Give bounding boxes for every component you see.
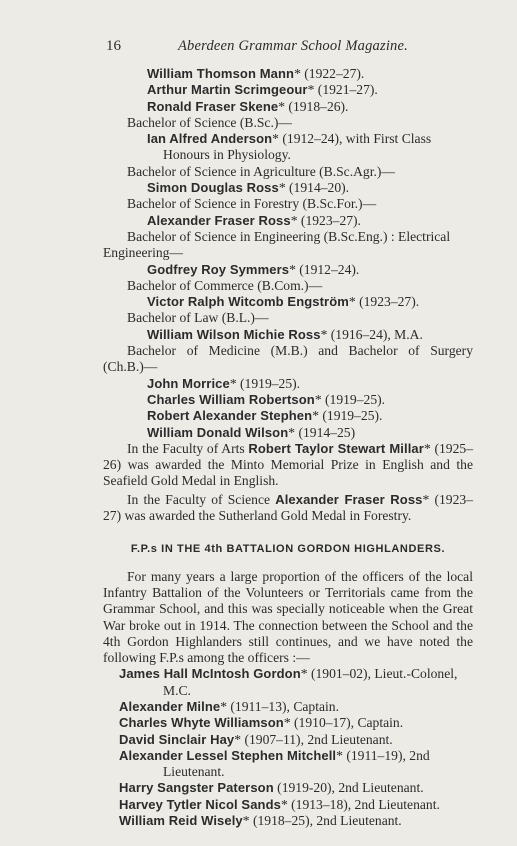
- graduate-entry: [103, 425, 473, 441]
- graduate-name: Simon Douglas Ross: [147, 180, 279, 196]
- degree-label-continued: Engineering—: [103, 245, 184, 261]
- battalion-intro-paragraph: For many years a large proportion of the officers of the local Infantry Battalion of the Volunteers or Territorials came from the Grammar School, and this was specially noticeable when the Great War broke out in 1914. The connection between the School and the 4th Gordon Highlanders still continues, and we have noted the following F.P.s among the officers :—: [103, 568, 473, 666]
- prize-text: In the Faculty of Arts: [127, 440, 249, 456]
- officer-detail: * (1910–17), Captain.: [283, 715, 404, 731]
- graduate-name: Charles William Robertson: [147, 391, 315, 407]
- graduate-name: Ronald Fraser Skene: [147, 98, 279, 114]
- officer-name: Harvey Tytler Nicol Sands: [119, 796, 281, 812]
- officer-entry: [103, 666, 473, 699]
- officer-name: James Hall McIntosh Gordon: [119, 666, 301, 682]
- graduate-detail: * (1914–20).: [278, 180, 350, 196]
- graduate-entry: [103, 262, 473, 278]
- graduate-detail: * (1923–27).: [290, 212, 361, 228]
- officer-entry: [103, 699, 473, 715]
- graduate-entry: [103, 376, 473, 392]
- graduate-entry: [103, 66, 473, 82]
- officer-entry: [103, 748, 473, 781]
- page-content: [103, 66, 473, 829]
- graduate-entry: [103, 131, 473, 147]
- degree-label: Bachelor of Science (B.Sc.)—: [127, 114, 292, 130]
- graduate-name: William Wilson Michie Ross: [147, 326, 321, 342]
- graduate-name: Alexander Fraser Ross: [147, 212, 291, 228]
- page-header: [0, 38, 517, 58]
- graduate-entry: [103, 408, 473, 424]
- officer-entry: [103, 715, 473, 731]
- graduate-entry: [103, 294, 473, 310]
- graduate-name: Robert Alexander Stephen: [147, 408, 313, 424]
- officer-name: William Reid Wisely: [119, 813, 243, 829]
- graduate-detail: * (1922–27).: [294, 66, 365, 81]
- graduate-detail: * (1923–27).: [348, 294, 420, 310]
- graduate-entry: [103, 180, 473, 196]
- prize-winner-name: Robert Taylor Stewart Millar: [248, 440, 424, 456]
- officer-entry: [103, 797, 473, 813]
- degree-label: Bachelor of Science in Agriculture (B.Sc.Agr.)—: [127, 163, 396, 179]
- officer-detail: * (1901–02), Lieut.-Colonel, M.C.: [163, 666, 458, 698]
- graduate-name: Godfrey Roy Symmers: [147, 261, 290, 277]
- degree-label: Bachelor of Medicine (M.B.) and Bachelor of Surgery: [127, 343, 473, 359]
- graduate-entry: [103, 392, 473, 408]
- officer-name: Alexander Lessel Stephen Mitchell: [119, 747, 337, 763]
- degree-label: Bachelor of Science in Forestry (B.Sc.For.)—: [127, 196, 377, 212]
- degree-label: Bachelor of Science in Engineering (B.Sc.Eng.) : Electrical: [127, 228, 451, 244]
- graduate-entry: [103, 99, 473, 115]
- prize-winner-name: Alexander Fraser Ross: [275, 491, 423, 507]
- graduate-detail: * (1919–25).: [314, 391, 386, 407]
- section-heading: F.P.s IN THE 4th BATTALION GORDON HIGHLANDERS.: [130, 543, 446, 556]
- degree-label: Bachelor of Commerce (B.Com.)—: [127, 277, 323, 293]
- graduate-detail: * (1912–24).: [289, 261, 360, 277]
- page-number: 16: [106, 38, 121, 54]
- graduate-name: Arthur Martin Scrimgeour: [147, 82, 308, 98]
- graduate-name: William Donald Wilson: [147, 424, 289, 440]
- officer-detail: * (1911–19), 2nd Lieutenant.: [163, 747, 430, 780]
- officer-entry: [103, 813, 473, 829]
- graduate-detail: * (1914–25): [288, 424, 356, 440]
- officer-name: Charles Whyte Williamson: [119, 715, 284, 731]
- graduate-entry: [103, 213, 473, 229]
- graduate-detail: * (1912–24), with First Class: [272, 131, 432, 147]
- officer-entry: [103, 732, 473, 748]
- officer-detail: * (1918–25), 2nd Lieutenant.: [242, 813, 402, 829]
- graduate-entry: [103, 327, 473, 343]
- prize-paragraph-arts: [103, 441, 473, 490]
- officer-detail: (1919-20), 2nd Lieutenant.: [273, 780, 424, 796]
- officer-name: Harry Sangster Paterson: [119, 780, 274, 796]
- graduate-name: William Thomson Mann: [147, 66, 295, 81]
- prize-text: * (1923–27) was awarded the Sutherland Gold Medal in Forestry.: [103, 491, 473, 524]
- prize-text: * (1925–26) was awarded the Minto Memorial Prize in English and the Seafield Gold Medal in English.: [103, 440, 473, 489]
- degree-label-continued: (Ch.B.)—: [103, 359, 158, 375]
- officer-name: Alexander Milne: [119, 698, 221, 714]
- graduate-detail: * (1921–27).: [307, 82, 378, 98]
- graduate-detail: * (1916–24), M.A.: [320, 326, 423, 342]
- officer-detail: * (1907–11), 2nd Lieutenant.: [234, 731, 393, 747]
- running-head: Aberdeen Grammar School Magazine.: [178, 38, 408, 54]
- graduate-detail-continued: Honours in Physiology.: [163, 147, 291, 163]
- officer-entry: [103, 780, 473, 796]
- graduate-detail: * (1918–26).: [278, 98, 349, 114]
- graduate-entry: [103, 82, 473, 98]
- officer-detail: * (1913–18), 2nd Lieutenant.: [280, 796, 440, 812]
- officer-name: David Sinclair Hay: [119, 731, 235, 747]
- graduate-detail: * (1919–25).: [312, 408, 383, 424]
- officer-detail: * (1911–13), Captain.: [220, 698, 340, 714]
- graduate-name: John Morrice: [147, 375, 230, 391]
- graduate-name: Victor Ralph Witcomb Engström: [147, 294, 349, 310]
- degree-label: Bachelor of Law (B.L.)—: [127, 310, 269, 326]
- graduate-name: Ian Alfred Anderson: [147, 131, 273, 147]
- graduate-detail: * (1919–25).: [229, 375, 301, 391]
- prize-text: In the Faculty of Science: [127, 491, 276, 507]
- prize-paragraph-science: [103, 492, 473, 525]
